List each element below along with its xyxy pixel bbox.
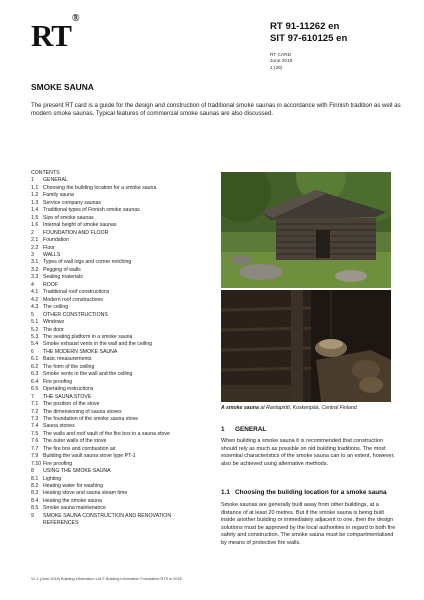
contents-item-text: SMOKE SAUNA CONSTRUCTION AND RENOVATION	[43, 512, 172, 519]
contents-item-number: 6.4	[31, 378, 39, 385]
photo-smoke-sauna-interior	[221, 290, 391, 402]
contents-item	[31, 423, 209, 430]
contents-item-number: 8	[31, 468, 34, 475]
contents-item-number: 6.5	[31, 386, 39, 393]
contents-item	[31, 438, 209, 445]
contents-item-text: USING THE SMOKE SAUNA	[43, 468, 111, 475]
contents-item	[31, 304, 209, 311]
contents-item-text: Size of smoke saunas	[43, 214, 94, 221]
contents-item-number: 7.3	[31, 415, 39, 422]
sit-code: SIT 97-610125 en	[270, 33, 348, 44]
contents-item	[31, 327, 209, 334]
contents-item-text: The dimensioning of sauna stoves	[43, 408, 122, 415]
contents-item-text: THE MODERN SMOKE SAUNA	[43, 348, 118, 355]
contents-item-number: 7.2	[31, 408, 39, 415]
contents-item-number: 7.4	[31, 423, 39, 430]
contents-item	[31, 207, 209, 214]
contents-item-text: REFERENCES	[43, 520, 79, 527]
rt-code: RT 91-11262 en	[270, 21, 340, 32]
contents-item-number: 5	[31, 311, 34, 318]
contents-item-text: Sealing materials	[43, 274, 83, 281]
contents-item-text: Traditional types of Finnish smoke saunas	[43, 207, 140, 214]
contents-item-text: WALLS	[43, 251, 61, 258]
contents-item-number: 4.2	[31, 296, 39, 303]
contents-item-text: The fire box and combustion air	[43, 445, 116, 452]
contents-item-number: 2.1	[31, 237, 39, 244]
contents-item-text: Heating stove and sauna steam time	[43, 490, 128, 497]
contents-item-text: Family sauna	[43, 192, 74, 199]
contents-item-number: 8.2	[31, 483, 39, 490]
contents-item	[31, 386, 209, 393]
contents-item-number: 6.1	[31, 356, 39, 363]
contents-item-number: 5.3	[31, 333, 39, 340]
contents-item-text: The door	[43, 326, 64, 333]
contents-item-text: ROOF	[43, 281, 58, 288]
contents-item-number: 3	[31, 251, 34, 258]
logo-text: RT	[31, 18, 71, 53]
contents-item	[31, 505, 209, 512]
registered-mark: ®	[71, 12, 79, 24]
contents-item-number: 7.7	[31, 445, 39, 452]
contents-item-number: 7.9	[31, 453, 39, 460]
contents-item	[31, 461, 209, 468]
contents-item-number: 4.1	[31, 289, 39, 296]
contents-item-text: Pegging of walls	[43, 266, 81, 273]
contents-item-number: 6.2	[31, 363, 39, 370]
contents-item-number: 3.3	[31, 274, 39, 281]
contents-item-text: Floor	[43, 244, 55, 251]
section-1-1-number: 1.1	[221, 489, 230, 496]
contents-item-text: THE SAUNA STOVE	[43, 393, 92, 400]
contents-item	[31, 334, 209, 341]
contents-item-text: Heating the smoke sauna	[43, 497, 102, 504]
contents-item-number: 8.5	[31, 505, 39, 512]
contents-item-text: Basic measurements	[43, 356, 92, 363]
contents-item	[31, 498, 209, 505]
contents-item-text: Smoke sauna maintenance	[43, 505, 106, 512]
contents-item-number: 4.3	[31, 304, 39, 311]
contents-item-text: Sauna stones	[43, 423, 75, 430]
contents-item	[31, 297, 209, 304]
contents-item-text: Foundation	[43, 237, 69, 244]
contents-item	[31, 356, 209, 363]
contents-item-number: 3.2	[31, 266, 39, 273]
contents-item-text: Service company saunas	[43, 199, 101, 206]
contents-item-number: 1.2	[31, 192, 39, 199]
contents-item-text: Smoke exhaust vents in the wall and the ceiling	[43, 341, 153, 348]
contents-item-number: 9	[31, 512, 34, 519]
logo	[31, 12, 79, 53]
card-type: RT CARD	[270, 53, 292, 58]
section-1-text: When building a smoke sauna it is recommended that construction should rely as much as possible on old building traditions. The most essential characteristics of the smoke sauna can to an extent, however, also be achieved using alternative methods.	[221, 438, 395, 467]
contents-item-text: GENERAL	[43, 177, 68, 184]
contents-item-number: 1.3	[31, 199, 39, 206]
contents-item-number	[31, 520, 43, 527]
contents-item	[31, 364, 209, 371]
contents-item-number: 1	[31, 177, 34, 184]
contents-list	[31, 177, 209, 527]
contents-item	[31, 185, 209, 192]
contents-item	[31, 252, 209, 259]
contents-item-text: The ceiling	[43, 304, 69, 311]
contents-item	[31, 341, 209, 348]
contents-item	[31, 371, 209, 378]
table-of-contents	[31, 170, 209, 528]
page-count: 1 (26)	[270, 65, 283, 71]
contents-item-text: The foundation of the smoke sauna stove	[43, 415, 139, 422]
contents-item-text: Fire proofing	[43, 378, 73, 385]
contents-item-text: Modern roof constructions	[43, 296, 103, 303]
contents-item-text: Windows	[43, 319, 65, 326]
contents-item-text: The walls and roof vault of the fire box in a sauna stove	[43, 430, 170, 437]
card-date: June 2018	[270, 59, 293, 65]
contents-item	[31, 259, 209, 266]
contents-item-text: Smoke vents in the wall and the ceiling	[43, 371, 133, 378]
contents-item-text: The seating platform in a smoke sauna	[43, 333, 133, 340]
contents-item	[31, 453, 209, 460]
card-meta	[270, 53, 292, 72]
contents-item	[31, 289, 209, 296]
contents-item	[31, 177, 209, 184]
contents-item-number: 7.5	[31, 430, 39, 437]
contents-item	[31, 192, 209, 199]
contents-item-number: 1.6	[31, 222, 39, 229]
contents-item	[31, 416, 209, 423]
section-1-heading	[221, 426, 266, 433]
document-title: SMOKE SAUNA	[31, 82, 94, 92]
contents-item-number: 8.1	[31, 475, 39, 482]
contents-item-number: 7.1	[31, 401, 39, 408]
contents-item	[31, 446, 209, 453]
contents-item	[31, 490, 209, 497]
contents-item	[31, 483, 209, 490]
section-1-title: GENERAL	[235, 426, 267, 433]
contents-item	[31, 468, 209, 475]
contents-item	[31, 230, 209, 237]
contents-item-number: 7.6	[31, 438, 39, 445]
contents-item-text: The outer walls of the stove	[43, 438, 107, 445]
contents-item-number: 8.4	[31, 497, 39, 504]
contents-item	[31, 409, 209, 416]
contents-item-number: 5.4	[31, 341, 39, 348]
contents-item-text: OTHER CONSTRUCTIONS	[43, 311, 108, 318]
contents-item	[31, 401, 209, 408]
contents-item	[31, 245, 209, 252]
photo-smoke-sauna-exterior	[221, 172, 391, 288]
contents-item	[31, 282, 209, 289]
contents-item-text: Choosing the building location for a smoke sauna	[43, 184, 157, 191]
contents-item-text: Traditional roof constructions	[43, 289, 110, 296]
caption-bold: A smoke sauna	[221, 405, 259, 411]
caption-text: at Rantapirtti, Koskenpää, Central Finland.	[258, 405, 359, 411]
contents-heading: CONTENTS	[31, 170, 60, 176]
contents-item-text: Heating water for washing	[43, 483, 103, 490]
contents-item-number: 1.5	[31, 214, 39, 221]
contents-item	[31, 237, 209, 244]
contents-item-text: Types of wall logs and corner notching	[43, 259, 132, 266]
contents-item-number: 7.10	[31, 460, 42, 467]
contents-item-text: FOUNDATION AND FLOOR	[43, 229, 109, 236]
section-1-number: 1	[221, 426, 225, 433]
contents-item-number: 5.2	[31, 326, 39, 333]
contents-item-number: 5.1	[31, 319, 39, 326]
contents-item-number: 1.4	[31, 207, 39, 214]
contents-item	[31, 349, 209, 356]
contents-item-number: 3.1	[31, 259, 39, 266]
contents-item-number: 1.1	[31, 184, 39, 191]
contents-item	[31, 513, 209, 520]
contents-item	[31, 319, 209, 326]
contents-item	[31, 222, 209, 229]
section-1-1-text: Smoke saunas are generally built away from other buildings, at a distance of at least 20 metres. But if the smoke sauna is being built inside another building or immediately adjacent to one, then the design solutions must be approved by the local authorities in regard to both fire safety and construction. The smoke sauna must be compartmentalised by means of protective fire walls.	[221, 502, 396, 546]
contents-item-number: 6.3	[31, 371, 39, 378]
contents-item	[31, 200, 209, 207]
contents-item	[31, 520, 209, 527]
card-codes	[270, 21, 347, 45]
contents-item-number: 6	[31, 348, 34, 355]
contents-item-number: 8.3	[31, 490, 39, 497]
contents-item-number: 2.2	[31, 244, 39, 251]
contents-item	[31, 379, 209, 386]
contents-item-text: The position of the stove	[43, 401, 100, 408]
contents-item	[31, 274, 209, 281]
photo-caption	[221, 405, 358, 411]
contents-item-text: Operating instructions	[43, 386, 94, 393]
contents-item-text: The form of the ceiling	[43, 363, 95, 370]
contents-item-text: Internal height of smoke saunas	[43, 222, 117, 229]
contents-item	[31, 394, 209, 401]
contents-item	[31, 312, 209, 319]
contents-item	[31, 476, 209, 483]
contents-item-text: Building the vault sauna stove type PT-1	[43, 453, 136, 460]
page-footer: VL 1 (June 2018) Building Information Ltd © Building Information Foundation RTS sr 2018	[31, 577, 182, 581]
contents-item-text: Fire proofing	[43, 460, 73, 467]
contents-item	[31, 431, 209, 438]
contents-item-number: 2	[31, 229, 34, 236]
section-1-1-heading	[221, 489, 387, 496]
contents-item	[31, 267, 209, 274]
intro-paragraph: The present RT card is a guide for the design and construction of traditional smoke saunas in accordance with Finnish tradition as well as modern smoke saunas. Typical features of commercial smoke saunas are also discussed.	[31, 102, 401, 118]
contents-item-text: Lighting	[43, 475, 62, 482]
section-1-1-title: Choosing the building location for a smoke sauna	[235, 489, 387, 496]
contents-item-number: 4	[31, 281, 34, 288]
contents-item-number: 7	[31, 393, 34, 400]
contents-item	[31, 215, 209, 222]
